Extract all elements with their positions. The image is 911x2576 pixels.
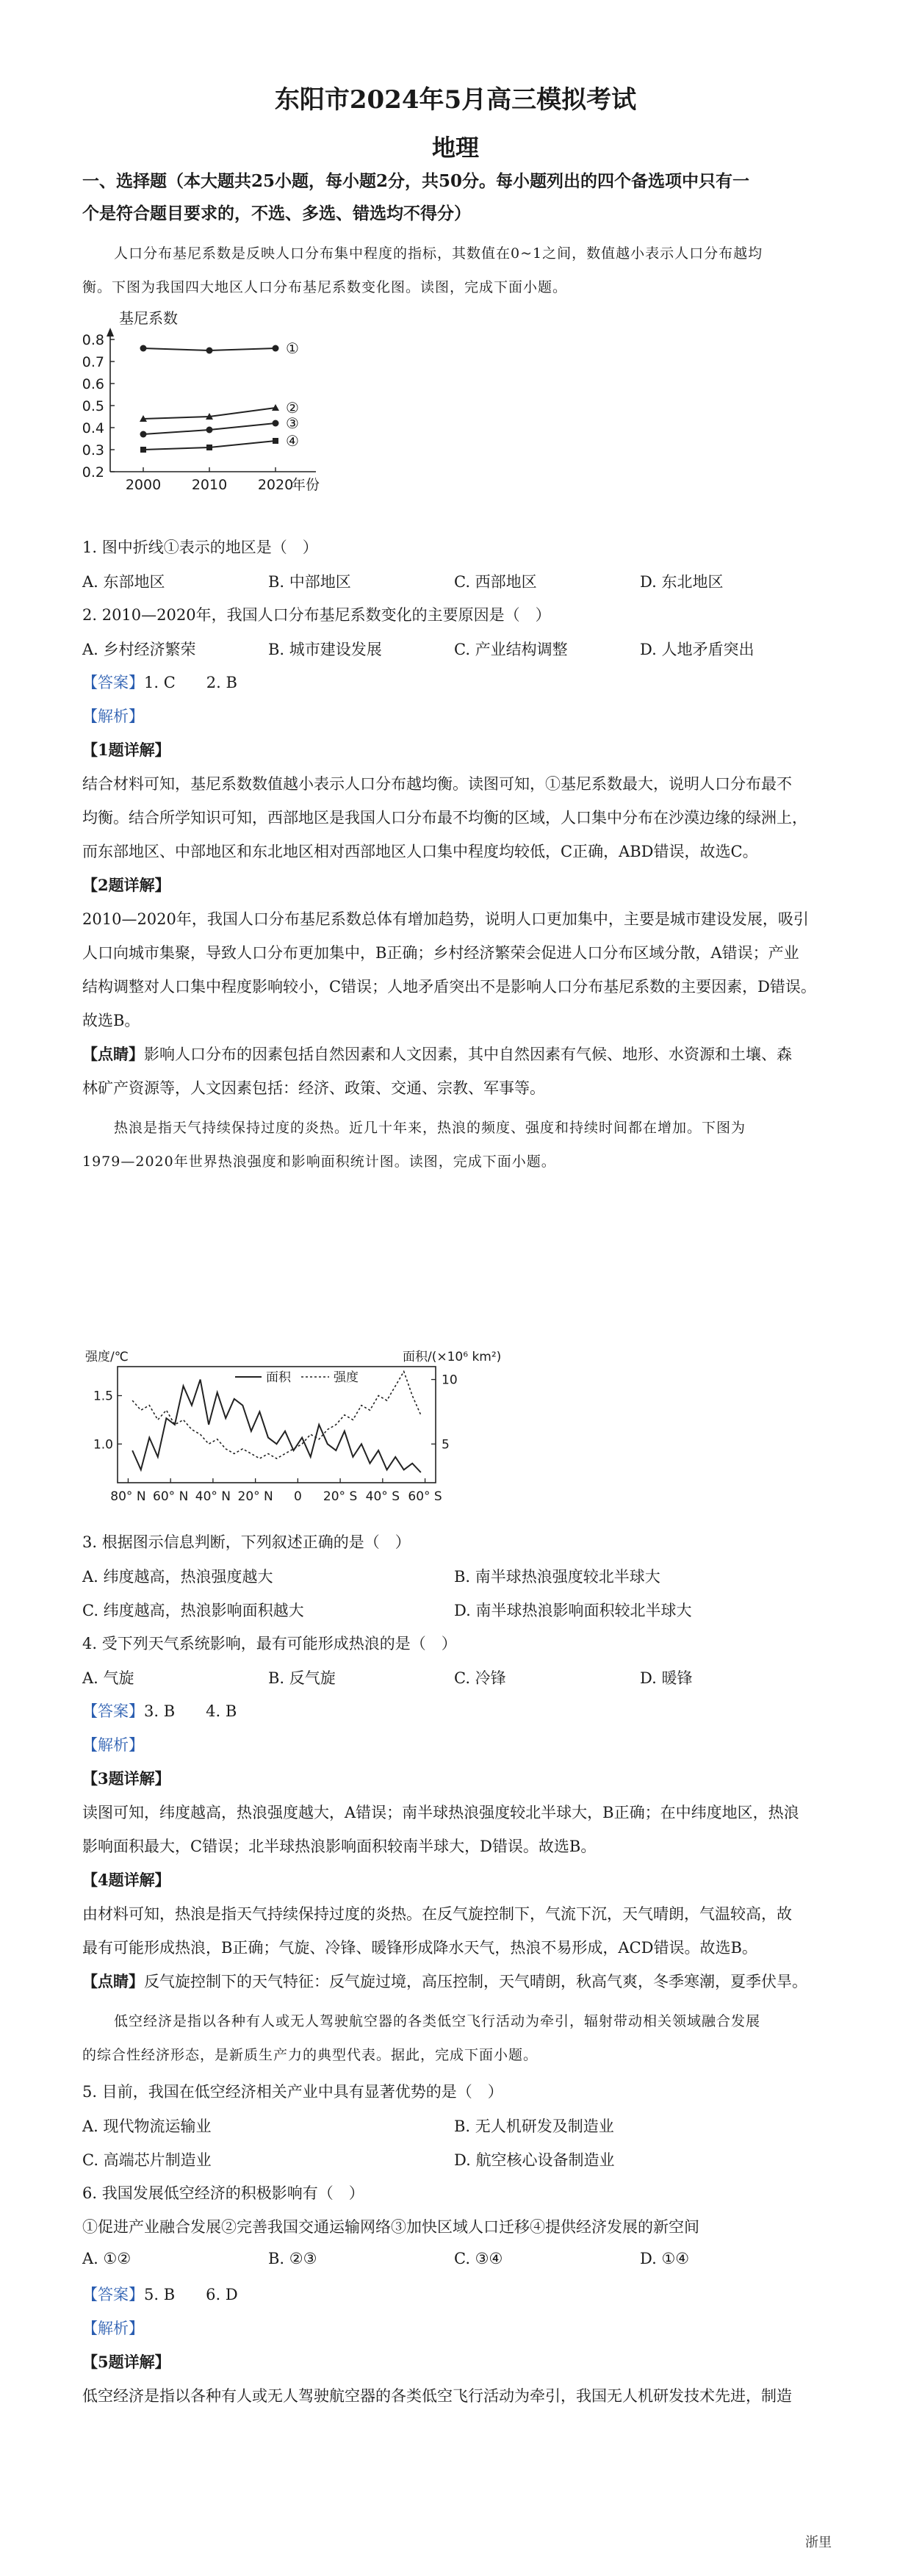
tip1-line2: 林矿产资源等，人文因素包括：经济、政策、交通、宗教、军事等。 [82,1079,545,1097]
y-tick-label: 0.4 [82,420,104,436]
gini-chart-ylabel: 基尼系数 [119,309,178,327]
x-tick-label: 2000 [125,477,162,492]
q2-option-a[interactable]: A. 乡村经济繁荣 [82,641,196,658]
q1-option-b[interactable]: B. 中部地区 [268,573,351,591]
data-point [206,445,212,450]
q5-option-d[interactable]: D. 航空核心设备制造业 [454,2151,615,2169]
data-point [273,438,278,444]
x-tick-label: 40° S [365,1489,400,1504]
q1-option-c[interactable]: C. 西部地区 [454,573,537,591]
analysis-tag: 【解析】 [82,1736,144,1754]
q2-option-c[interactable]: C. 产业结构调整 [454,641,568,658]
y-tick-label: 0.8 [82,332,104,348]
tip1-text: 影响人口分布的因素包括自然因素和人文因素，其中自然因素有气候、地形、水资源和土壤、森 [144,1046,792,1063]
y-tick-label: 0.6 [82,376,104,392]
footer-watermark: 浙里 [805,2535,832,2550]
answer-block-5-6 [82,2284,832,2306]
exp4-line2: 最有可能形成热浪，B正确；气旋、冷锋、暖锋形成降水天气，热浪不易形成，ACD错误。故选B。 [82,1939,757,1957]
q6-option-c[interactable]: C. ③④ [454,2250,503,2267]
data-point [140,431,147,438]
q6-stem: 6. 我国发展低空经济的积极影响有（ ） [82,2184,364,2202]
answer-text: 5. B 6. D [144,2286,238,2303]
exp3-line2: 影响面积最大，C错误；北半球热浪影响面积较南半球大，D错误。故选B。 [82,1838,597,1855]
series-label: ② [286,399,299,417]
q4-stem: 4. 受下列天气系统影响，最有可能形成热浪的是（ ） [82,1635,457,1652]
exp3-line1: 读图可知，纬度越高，热浪强度越大，A错误；南半球热浪强度较北半球大，B正确；在中纬度地区，热浪 [82,1804,799,1821]
y2-tick-label: 10 [442,1372,458,1388]
tip2-text: 反气旋控制下的天气特征：反气旋过境，高压控制，天气晴朗，秋高气爽，冬季寒潮，夏季伏旱。 [144,1973,807,1990]
x-tick-label: 0 [293,1489,302,1504]
x-tick-label: 20° N [237,1489,273,1504]
passage3-line2: 的综合性经济形态，是新质生产力的典型代表。据此，完成下面小题。 [82,2047,539,2063]
q2-option-b[interactable]: B. 城市建设发展 [268,641,382,658]
q5-option-c[interactable]: C. 高端芯片制造业 [82,2151,212,2169]
answer-block-1-2 [82,672,832,694]
q4-option-d[interactable]: D. 暖锋 [640,1669,693,1687]
x-tick-label: 60° N [153,1489,189,1504]
q5-option-b[interactable]: B. 无人机研发及制造业 [454,2118,614,2135]
q5-option-a[interactable]: A. 现代物流运输业 [82,2118,212,2135]
exp1-line2: 均衡。结合所学知识可知，西部地区是我国人口分布最不均衡的区域，人口集中分布在沙漠边缘的绿洲上， [82,809,807,827]
data-point [206,427,213,433]
exp4-line1: 由材料可知，热浪是指天气持续保持过度的炎热。在反气旋控制下，气流下沉，天气晴朗，气温较高，故 [82,1905,792,1923]
q1-option-d[interactable]: D. 东北地区 [640,573,724,591]
q4-option-a[interactable]: A. 气旋 [82,1669,134,1687]
answer-text: 3. B 4. B [144,1702,237,1720]
answer-tag: 【答案】 [82,1702,144,1720]
tip-tag: 【点睛】 [82,1972,144,1990]
passage2-line1: 热浪是指天气持续保持过度的炎热。近几十年来，热浪的频度、强度和持续时间都在增加。下图为 [114,1120,746,1136]
section-heading-line1: 一、选择题（本大题共25小题，每小题2分，共50分。每小题列出的四个备选项中只有一 [82,171,750,191]
exp1-line3: 而东部地区、中部地区和东北地区相对西部地区人口集中程度均较低，C正确，ABD错误，故选C。 [82,843,758,860]
tip1-line1 [82,1043,832,1065]
answer-tag: 【答案】 [82,674,144,691]
exp3-head: 【3题详解】 [82,1769,170,1788]
x-tick-label: 2010 [191,477,228,492]
q6-items: ①促进产业融合发展②完善我国交通运输网络③加快区域人口迁移④提供经济发展的新空间 [82,2218,699,2236]
exam-title: 东阳市2024年5月高三模拟考试 [274,85,637,115]
y-tick-label: 0.3 [82,442,104,458]
x-axis-label: 年份 [292,477,320,492]
exp2-head: 【2题详解】 [82,876,170,894]
analysis-tag: 【解析】 [82,708,144,725]
x-tick-label: 20° S [323,1489,358,1504]
exp5-line1: 低空经济是指以各种有人或无人驾驶航空器的各类低空飞行活动为牵引，我国无人机研发技术先进，制造 [82,2387,792,2405]
data-point [273,345,279,352]
passage1-line1: 人口分布基尼系数是反映人口分布集中程度的指标，其数值在0~1之间，数值越小表示人口分布越均 [114,245,763,262]
q6-option-a[interactable]: A. ①② [82,2250,132,2267]
passage2-line2: 1979—2020年世界热浪强度和影响面积统计图。读图，完成下面小题。 [82,1154,556,1170]
y-axis-arrow [107,328,114,337]
exp1-line1: 结合材料可知，基尼系数数值越小表示人口分布越均衡。读图可知，①基尼系数最大，说明人口分布最不 [82,775,792,793]
q4-option-c[interactable]: C. 冷锋 [454,1669,506,1687]
exp5-head: 【5题详解】 [82,2353,170,2371]
q4-option-b[interactable]: B. 反气旋 [268,1669,336,1687]
heatwave-chart-y2label: 面积/(×10⁶ km²) [403,1350,502,1364]
y2-tick-label: 5 [442,1437,450,1453]
q6-option-d[interactable]: D. ①④ [640,2250,690,2267]
q3-option-b[interactable]: B. 南半球热浪强度较北半球大 [454,1568,660,1586]
data-point [206,348,213,354]
exp4-head: 【4题详解】 [82,1871,170,1889]
x-tick-label: 2020 [257,477,294,492]
legend-label: 强度 [334,1370,359,1385]
q6-option-b[interactable]: B. ②③ [268,2250,317,2267]
exp2-line3: 结构调整对人口集中程度影响较小，C错误；人地矛盾突出不是影响人口分布基尼系数的主要因素，D错误。 [82,978,816,996]
answer-block-3-4 [82,1700,832,1722]
data-point [140,345,147,352]
exp2-line4: 故选B。 [82,1012,140,1029]
series-label: ③ [286,414,299,432]
series-label: ① [286,339,299,357]
x-tick-label: 80° N [110,1489,146,1504]
tip-tag: 【点睛】 [82,1045,144,1063]
q2-stem: 2. 2010—2020年，我国人口分布基尼系数变化的主要原因是（ ） [82,606,551,624]
series-label: ④ [286,432,299,450]
q3-option-c[interactable]: C. 纬度越高，热浪影响面积越大 [82,1602,304,1619]
section-heading-line2: 个是符合题目要求的，不选、多选、错选均不得分） [82,204,471,223]
data-point [273,420,279,427]
q5-stem: 5. 目前，我国在低空经济相关产业中具有显著优势的是（ ） [82,2083,503,2101]
subject-title: 地理 [431,134,479,162]
exp2-line2: 人口向城市集聚，导致人口分布更加集中，B正确；乡村经济繁荣会促进人口分布区域分散，A错误；产业 [82,944,799,962]
q1-stem: 1. 图中折线①表示的地区是（ ） [82,539,318,556]
data-point [140,447,146,453]
y-tick-label: 0.2 [82,464,104,481]
x-tick-label: 40° N [195,1489,231,1504]
answer-tag: 【答案】 [82,2286,144,2303]
exp2-line1: 2010—2020年，我国人口分布基尼系数总体有增加趋势，说明人口更加集中，主要是城市建设发展，吸引 [82,910,809,928]
y-tick-label: 0.7 [82,354,104,370]
y-tick-label: 1.0 [93,1437,113,1453]
q1-option-a[interactable]: A. 东部地区 [82,573,165,591]
q3-stem: 3. 根据图示信息判断，下列叙述正确的是（ ） [82,1533,411,1551]
heatwave-chart [79,1345,520,1514]
passage1-line2: 衡。下图为我国四大地区人口分布基尼系数变化图。读图，完成下面小题。 [82,279,568,295]
exp1-head: 【1题详解】 [82,741,170,759]
q2-option-d[interactable]: D. 人地矛盾突出 [640,641,755,658]
x-tick-label: 60° S [408,1489,442,1504]
y-tick-label: 1.5 [93,1389,113,1404]
legend-label: 面积 [266,1370,291,1385]
heatwave-chart-ylabel: 强度/℃ [85,1350,129,1364]
tip2-line1 [82,1971,832,1993]
q3-option-d[interactable]: D. 南半球热浪影响面积较北半球大 [454,1602,692,1619]
passage3-line1: 低空经济是指以各种有人或无人驾驶航空器的各类低空飞行活动为牵引，辐射带动相关领域融合发展 [114,2013,761,2029]
y-tick-label: 0.5 [82,398,104,414]
gini-chart [59,301,338,492]
q3-option-a[interactable]: A. 纬度越高，热浪强度越大 [82,1568,273,1586]
answer-text: 1. C 2. B [144,674,237,691]
analysis-tag: 【解析】 [82,2320,144,2337]
